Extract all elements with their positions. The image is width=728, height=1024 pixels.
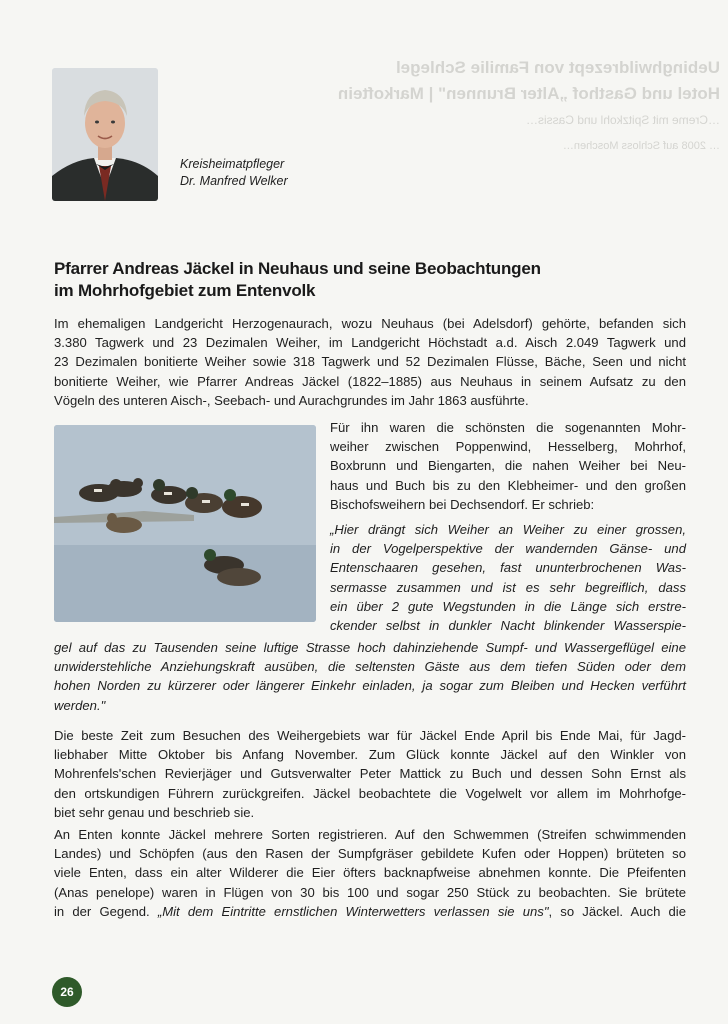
portrait-caption xyxy=(180,156,288,190)
text-line: weiher zwischen Poppenwind, Hesselberg, Mohrhof, xyxy=(330,439,686,455)
paragraph-ducks xyxy=(54,825,686,921)
text-line: Die beste Zeit zum Besuchen des Weihergebiets war für Jäckel Ende April bis Ende Mai, für Jagd- xyxy=(54,728,686,743)
text-line: Landes) und Schöpfen (aus den Rasen der Sumpfgräser gebildete Kufen oder Hoppen) brüteten so xyxy=(54,846,686,862)
text-line: Vögeln des unteren Aisch-, Seebach- und Aurachgrundes im Jahr 1863 ausführte. xyxy=(54,392,529,408)
bleed-through-line: … 2008 auf Schloss Moschen… xyxy=(562,140,720,152)
text-line: 3.380 Tagwerk und 23 Dezimalen Weiher, im Landgericht Höchstadt a.d. Aisch 2.049 Tagwerk und xyxy=(54,335,686,351)
text-line-mixed xyxy=(54,902,686,921)
quote-column-text xyxy=(330,520,686,635)
intro-paragraph xyxy=(54,314,686,410)
bleed-through-line: Uebinghwildrezept von Familie Schlegel xyxy=(395,58,720,77)
caption-name: Dr. Manfred Welker xyxy=(180,174,288,188)
quote-line: werden." xyxy=(54,697,106,713)
text-line: Im ehemaligen Landgericht Herzogenaurach, wozu Neuhaus (bei Adelsdorf) gehörte, befanden sich xyxy=(54,316,686,331)
column-text xyxy=(330,418,686,514)
text-segment: in der Gegend. xyxy=(54,903,158,919)
quote-line: ein über 2 gute Wegstunden in die Länge sich erstre- xyxy=(330,598,686,614)
quote-line: gel auf das zu Tausenden seine luftige Strasse hoch dahinziehende Sumpf- und Wassergeflügel eine xyxy=(54,640,686,655)
text-line: 23 Dezimalen bonitierte Weiher sowie 318 Tagwerk und 52 Dezimalen Flüsse, Bäche, Seen und nicht xyxy=(54,354,686,370)
article-title-line: im Mohrhofgebiet zum Entenvolk xyxy=(54,281,316,300)
caption-title: Kreisheimatpfleger xyxy=(180,157,285,171)
ducks-illustration xyxy=(54,425,316,622)
page-number-badge: 26 xyxy=(52,977,82,1007)
quote-line: „Hier drängt sich Weiher an Weiher zu einer grossen, xyxy=(330,522,686,537)
text-line: Bischofsweihern bei Dechsendorf. Er schrieb: xyxy=(330,496,595,512)
article-title-line: Pfarrer Andreas Jäckel in Neuhaus und seine Beobachtungen xyxy=(54,259,541,278)
author-portrait-photo xyxy=(52,68,158,201)
text-line: den ortskundigen Führern zurückgreifen. Jäckel beobachtete die Vogelwelt vor allem im Mohrhofge- xyxy=(54,785,686,801)
bleed-through-line: Hotel und Gasthof „Alter Brunnen" | Markoftein xyxy=(337,84,720,103)
bleed-through-line: …Creme mit Spitzkohl und Cassis… xyxy=(525,113,720,127)
ducks-on-pond-photo xyxy=(54,425,316,622)
text-line: biet sehr genau und beschrieb sie. xyxy=(54,804,255,820)
quote-segment: „Mit dem Eintritte ernstlichen Winterwetters verlassen sie uns" xyxy=(157,903,549,919)
text-line: haus und Buch bis zu den Klebheimer- und den großen xyxy=(330,477,686,493)
text-line: bonitierte Weiher, wie Pfarrer Andreas Jäckel (1822–1885) aus Neuhaus in seinem Aufsatz zu den xyxy=(54,373,686,389)
quote-line: sermasse zusammen und ist es sehr begreiflich, dass xyxy=(330,579,686,595)
text-line: An Enten konnte Jäckel mehrere Sorten registrieren. Auf den Schwemmen (Streifen schwimmenden xyxy=(54,827,686,842)
paragraph-best-time xyxy=(54,726,686,822)
text-line: viele Enten, dass ein alter Wilderer die Eier öfters backnapfweise abnehmen konnte. Die Pfeifenten xyxy=(54,865,686,881)
quote-line: Entenschaaren gesehen, fast ununterbrochenen Was- xyxy=(330,560,686,576)
quote-continuation xyxy=(54,638,686,715)
text-line: liebhaber Mitte Oktober bis Anfang November. Zum Glück konnte Jäckel auf den Winkler von xyxy=(54,747,686,763)
quote-line: hohen Norden zu kürzerer oder längerer Einkehr einladen, ja sogar zum Bleiben und Hecken verführt xyxy=(54,678,686,694)
text-segment: , so Jäckel. Auch die xyxy=(548,903,686,919)
quote-line: unwiderstehliche Anziehungskraft ausüben, die seltensten Gäste aus dem tiefen Süden oder dem xyxy=(54,659,686,675)
text-line: Für ihn waren die schönsten die sogenannten Mohr- xyxy=(330,420,686,435)
quote-line: in der Vogelperspektive der wandernden Gänse- und xyxy=(330,541,686,557)
text-line: (Anas penelope) waren in Flügen von 30 bis 100 und sogar 250 Stück zu beobachten. Sie brütete xyxy=(54,884,686,900)
text-line: Mohrenfels'schen Revierjäger und Gutsverwalter Peter Mattick zu Buch und dessen Sohn Ernst als xyxy=(54,766,686,782)
article-title xyxy=(54,258,574,302)
portrait-illustration xyxy=(52,68,158,201)
quote-line: ckender selbst in dunkler Nacht blinkender Wasserspie- xyxy=(330,618,686,634)
text-line: Boxbrunn und Biengarten, die nahen Weiher bei Neu- xyxy=(330,458,686,474)
